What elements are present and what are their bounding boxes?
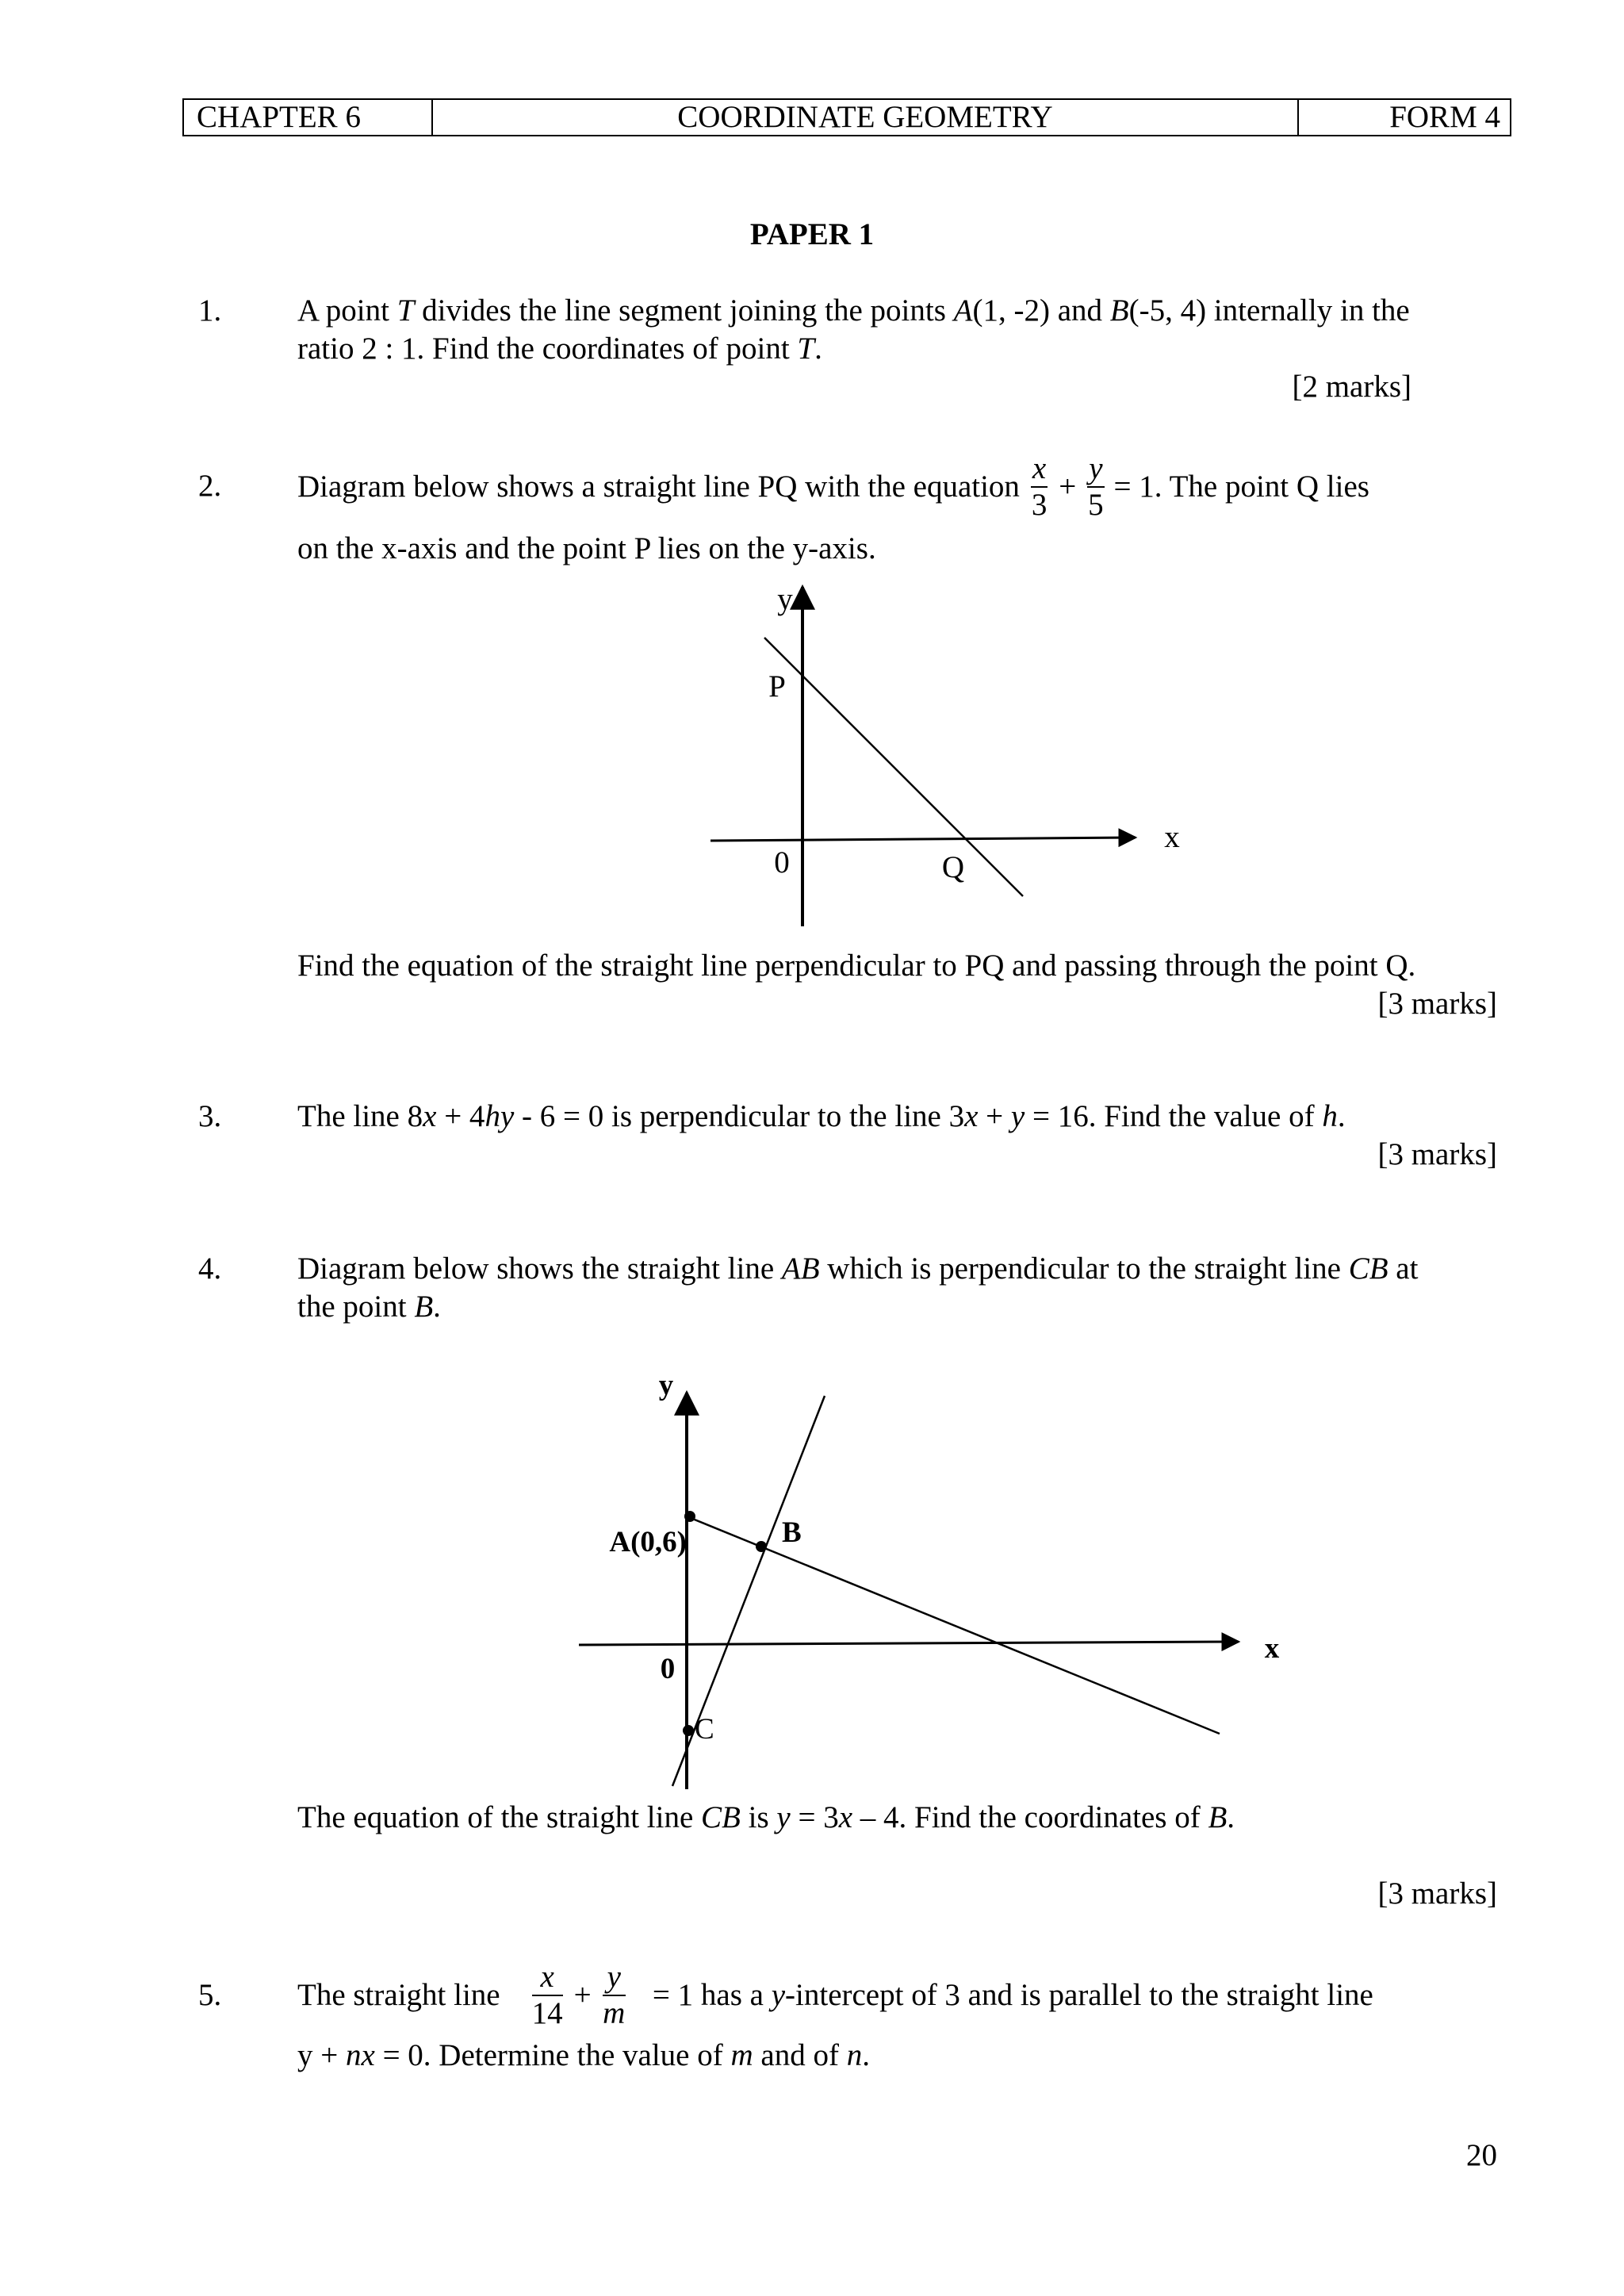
q4-y-label: y — [658, 1369, 674, 1401]
q3-marks: [3 marks] — [1377, 1137, 1497, 1171]
q2-origin-label: 0 — [774, 845, 790, 880]
q4-point-b — [756, 1541, 767, 1552]
q5-number: 5. — [198, 1978, 222, 2012]
q2-y-label: y — [777, 582, 793, 616]
q2-x-label: x — [1164, 820, 1180, 854]
q4-line-ab — [687, 1516, 1220, 1734]
q5-line2: y + nx = 0. Determine the value of m and of n. — [297, 2038, 870, 2072]
q5-fraction-x: $\frac{x}{14}$ — [531, 1960, 563, 2030]
q4-origin-label: 0 — [660, 1653, 676, 1685]
q2-marks: [3 marks] — [1377, 987, 1497, 1021]
q4-point-b-label: B — [782, 1516, 802, 1549]
q1-number: 1. — [198, 293, 222, 328]
q4-line1: Diagram below shows the straight line AB which is perpendicular to the straight line CB at — [297, 1251, 1419, 1286]
header-form: FORM 4 — [1389, 100, 1500, 134]
q1-line2: ratio 2 : 1. Find the coordinates of point T. — [297, 332, 822, 366]
q5-line1: The straight line $\frac{x}{14}$ + $\frac{y}{m}$ = 1 has a y-intercept of 3 and is parallel to the straight line — [297, 1960, 1373, 2030]
q4-point-c — [683, 1725, 694, 1736]
q3-text: The line 8x + 4hy - 6 = 0 is perpendicular to the line 3x + y = 16. Find the value of h. — [297, 1099, 1346, 1133]
paper-title: PAPER 1 — [749, 217, 875, 251]
q4-x-axis — [579, 1642, 1239, 1645]
q2-number: 2. — [198, 469, 222, 503]
q4-line2: the point B. — [297, 1290, 441, 1324]
q2-fraction-y: $\frac{y}{5}$ — [1088, 451, 1104, 522]
q2-fraction-x: $\frac{x}{3}$ — [1031, 451, 1048, 522]
q2-question: Find the equation of the straight line perpendicular to PQ and passing through the point Q. — [297, 949, 1416, 983]
q4-point-a — [684, 1511, 695, 1522]
q5-fraction-y: $\frac{y}{m}$ — [603, 1960, 626, 2030]
q4-marks: [3 marks] — [1377, 1876, 1497, 1911]
q2-line1: Diagram below shows a straight line PQ with the equation $\frac{x}{3}$ + $\frac{y}{5}$ = 1. The point Q lies — [297, 451, 1369, 522]
q3-number: 3. — [198, 1099, 222, 1133]
q1-line1: A point T divides the line segment joining the points A(1, -2) and B(-5, 4) internally in the — [297, 293, 1410, 328]
header-chapter: CHAPTER 6 — [184, 100, 433, 135]
q2-point-q-label: Q — [941, 850, 965, 884]
q2-point-p-label: P — [768, 669, 786, 703]
q4-question: The equation of the straight line CB is y = 3x – 4. Find the coordinates of B. — [297, 1800, 1235, 1834]
q4-point-a-label: A(0,6) — [609, 1526, 687, 1558]
q2-line2: on the x-axis and the point P lies on the y-axis. — [297, 531, 876, 565]
page-number: 20 — [1466, 2138, 1497, 2172]
header-title: COORDINATE GEOMETRY — [433, 100, 1299, 135]
q1-marks: [2 marks] — [1292, 370, 1411, 404]
q4-point-c-label: C — [695, 1713, 714, 1746]
q4-x-label: x — [1264, 1632, 1280, 1665]
q4-number: 4. — [198, 1251, 222, 1286]
